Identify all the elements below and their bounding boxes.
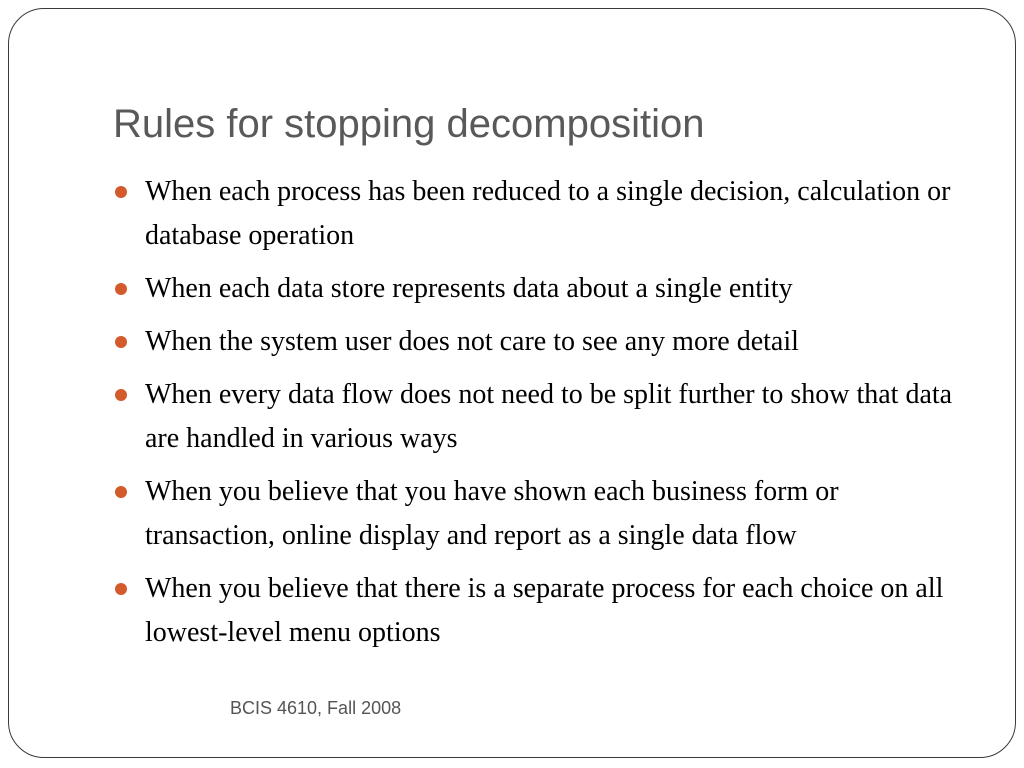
bullet-dot-icon: [115, 583, 127, 595]
bullet-item: [115, 170, 975, 258]
bullet-dot-icon: [115, 389, 127, 401]
slide-title: Rules for stopping decomposition: [113, 102, 705, 146]
bullet-text: When each process has been reduced to a single decision, calculation or database operation: [145, 176, 951, 251]
bullet-text: When you believe that you have shown each business form or transaction, online display and report as a single data flow: [145, 476, 839, 551]
bullet-text: When the system user does not care to see any more detail: [145, 326, 799, 357]
bullet-item: [115, 567, 975, 655]
bullet-dot-icon: [115, 336, 127, 348]
bullet-item: [115, 267, 975, 311]
bullet-dot-icon: [115, 283, 127, 295]
bullet-list: [115, 170, 975, 664]
bullet-dot-icon: [115, 186, 127, 198]
bullet-item: [115, 320, 975, 364]
bullet-item: [115, 373, 975, 461]
bullet-text: When every data flow does not need to be split further to show that data are handled in various ways: [145, 379, 953, 454]
bullet-dot-icon: [115, 486, 127, 498]
bullet-text: When each data store represents data about a single entity: [145, 273, 793, 304]
bullet-text: When you believe that there is a separate process for each choice on all lowest-level menu options: [145, 573, 944, 648]
slide-footer: BCIS 4610, Fall 2008: [230, 698, 402, 718]
bullet-item: [115, 470, 975, 558]
